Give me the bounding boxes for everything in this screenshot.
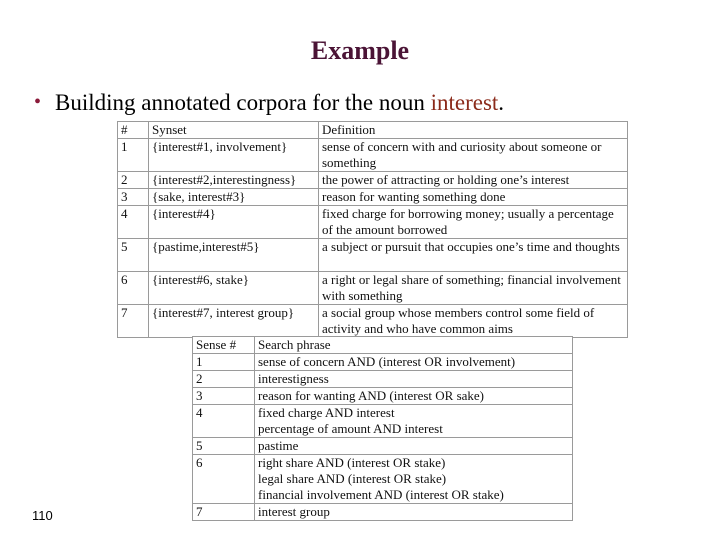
definition-cell: the power of attracting or holding one’s interest [319,172,628,189]
definition-cell: sense of concern with and curiosity about someone or something [319,139,628,172]
definition-cell: a subject or pursuit that occupies one’s time and thoughts [319,239,628,272]
synset-number: 3 [118,189,149,206]
table-row [193,371,573,388]
column-header-definition: Definition [319,122,628,139]
sense-number: 6 [193,455,255,472]
page-number: 110 [32,508,53,523]
table-row [193,471,573,487]
synset-number: 1 [118,139,149,172]
bullet-keyword: interest [430,90,499,115]
sense-number-empty [193,487,255,504]
column-header-sense: Sense # [193,337,255,354]
bullet-text: Building annotated corpora for the noun [55,90,431,115]
synset-cell: {pastime,interest#5} [149,239,319,272]
bullet-dot-icon: • [34,91,42,113]
sense-number-empty [193,421,255,438]
table-header-row [193,337,573,354]
synset-number: 7 [118,305,149,338]
search-phrase-cell: sense of concern AND (interest OR involvement) [255,354,573,371]
table-row [193,487,573,504]
synset-cell: {interest#2,interestingness} [149,172,319,189]
table-row [118,206,628,239]
sense-number-empty [193,471,255,487]
table-row [193,354,573,371]
definition-cell: fixed charge for borrowing money; usually a percentage of the amount borrowed [319,206,628,239]
table-row [193,405,573,422]
definition-cell: a social group whose members control some field of activity and who have common aims [319,305,628,338]
table-row [193,438,573,455]
table-row [193,421,573,438]
search-phrase-cell: pastime [255,438,573,455]
sense-number: 7 [193,504,255,521]
synset-cell: {interest#6, stake} [149,272,319,305]
search-phrase-cell: interest group [255,504,573,521]
search-phrase-cell: right share AND (interest OR stake) [255,455,573,472]
sense-number: 3 [193,388,255,405]
synset-number: 4 [118,206,149,239]
synset-number: 5 [118,239,149,272]
search-phrase-table [192,336,573,521]
search-phrase-cell: interestigness [255,371,573,388]
sense-number: 5 [193,438,255,455]
column-header-synset: Synset [149,122,319,139]
synset-number: 2 [118,172,149,189]
table-row [118,305,628,338]
table-row [118,172,628,189]
search-phrase-cell: legal share AND (interest OR stake) [255,471,573,487]
synset-cell: {interest#7, interest group} [149,305,319,338]
definition-cell: a right or legal share of something; financial involvement with something [319,272,628,305]
column-header-number: # [118,122,149,139]
sense-number: 4 [193,405,255,422]
search-phrase-cell: financial involvement AND (interest OR stake) [255,487,573,504]
table-row [118,272,628,305]
table-row [193,504,573,521]
search-phrase-cell: reason for wanting AND (interest OR sake) [255,388,573,405]
search-phrase-cell: percentage of amount AND interest [255,421,573,438]
table-row [118,239,628,272]
search-phrase-cell: fixed charge AND interest [255,405,573,422]
table-header-row [118,122,628,139]
sense-number: 2 [193,371,255,388]
table-row [193,455,573,472]
sense-number: 1 [193,354,255,371]
synset-definition-table [117,121,628,338]
slide-title: Example [310,36,410,65]
synset-cell: {interest#1, involvement} [149,139,319,172]
definition-cell: reason for wanting something done [319,189,628,206]
synset-cell: {sake, interest#3} [149,189,319,206]
synset-cell: {interest#4} [149,206,319,239]
column-header-search-phrase: Search phrase [255,337,573,354]
bullet-item [34,90,504,116]
table-row [118,139,628,172]
table-row [193,388,573,405]
table-row [118,189,628,206]
synset-number: 6 [118,272,149,305]
bullet-suffix: . [498,90,505,115]
